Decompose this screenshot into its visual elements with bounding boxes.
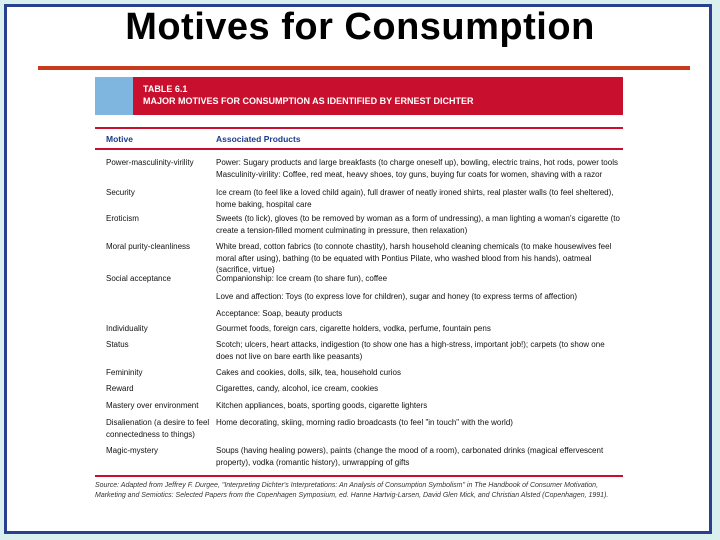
products-cell: Cakes and cookies, dolls, silk, tea, household curios	[216, 368, 401, 377]
products-cell: Sweets (to lick), gloves (to be removed by woman as a form of undressing), a man lighting a woman's cigarette (to create a tension-filled moment culminating in pressure, then relaxation)	[216, 214, 620, 235]
products-cell: Ice cream (to feel like a loved child again), full drawer of neatly ironed shirts, real plaster walls (to feel sheltered), home baking, hospital care	[216, 188, 614, 209]
title-underline	[38, 66, 690, 70]
column-header-products: Associated Products	[216, 134, 301, 144]
table-header-accent	[95, 77, 133, 115]
products-cell: Power: Sugary products and large breakfasts (to charge oneself up), bowling, electric trains, hot rods, power tools Masculinity-virility: Coffee, red meat, heavy shoes, toy guns, buying fur coats for women, shaving with a razor	[216, 158, 618, 179]
table-caption: MAJOR MOTIVES FOR CONSUMPTION AS IDENTIFIED BY ERNEST DICHTER	[143, 96, 474, 106]
products-cell: Gourmet foods, foreign cars, cigarette holders, vodka, perfume, fountain pens	[216, 324, 491, 333]
products-cell: Companionship: Ice cream (to share fun), coffee	[216, 274, 388, 283]
motive-cell: Security	[106, 188, 135, 197]
motive-cell: Mastery over environment	[106, 401, 199, 410]
table-source-note: Source: Adapted from Jeffrey F. Durgee, "Interpreting Dichter's Interpretations: An Analysis of Consumption Symbolism" in The Handbook of Consumer Motivation, Marketing and Semiotics: Selected Papers from the Copenhagen Symposium, ed. Hanne Hartvig-Larsen, David Glen Mick, and Christian Alsted (Copenhagen, 1991).	[95, 482, 609, 499]
products-cell: Home decorating, skiing, morning radio broadcasts (to feel "in touch" with the world)	[216, 418, 513, 427]
column-header-motive: Motive	[106, 134, 133, 144]
products-cell: Soups (having healing powers), paints (change the mood of a room), carbonated drinks (magical effervescent property), vodka (romantic history), unwrapping of gifts	[216, 446, 604, 467]
motive-cell: Femininity	[106, 368, 143, 377]
motive-cell: Reward	[106, 384, 134, 393]
motive-cell: Status	[106, 340, 129, 349]
column-header-top-rule	[95, 127, 623, 129]
products-cell: Love and affection: Toys (to express love for children), sugar and honey (to express terms of affection)	[216, 292, 578, 301]
products-cell: Kitchen appliances, boats, sporting goods, cigarette lighters	[216, 401, 428, 410]
motive-cell: Power-masculinity-virility	[106, 158, 194, 167]
table-number: TABLE 6.1	[143, 84, 188, 94]
motive-cell: Moral purity-cleanliness	[106, 242, 191, 251]
products-cell: Acceptance: Soap, beauty products	[216, 309, 343, 318]
products-cell: Scotch; ulcers, heart attacks, indigestion (to show one has a high-stress, important job!); carpets (to show one does not live on bare earth like peasants)	[216, 340, 605, 361]
motive-cell: Eroticism	[106, 214, 139, 223]
column-header-bottom-rule	[95, 148, 623, 150]
motive-cell: Disalienation (a desire to feel connectedness to things)	[106, 418, 210, 439]
table-card	[95, 77, 623, 509]
motive-cell: Individuality	[106, 324, 148, 333]
products-cell: White bread, cotton fabrics (to connote chastity), harsh household cleaning chemicals (to make housewives feel moral after using), bathing (to be equated with Pontius Pilate, who washed blood from his hands), oatmeal (sacrifice, virtue)	[216, 242, 612, 274]
table-bottom-rule	[95, 475, 623, 477]
slide-title: Motives for Consumption	[125, 6, 595, 48]
motive-cell: Magic-mystery	[106, 446, 159, 455]
motive-cell: Social acceptance	[106, 274, 171, 283]
products-cell: Cigarettes, candy, alcohol, ice cream, cookies	[216, 384, 379, 393]
